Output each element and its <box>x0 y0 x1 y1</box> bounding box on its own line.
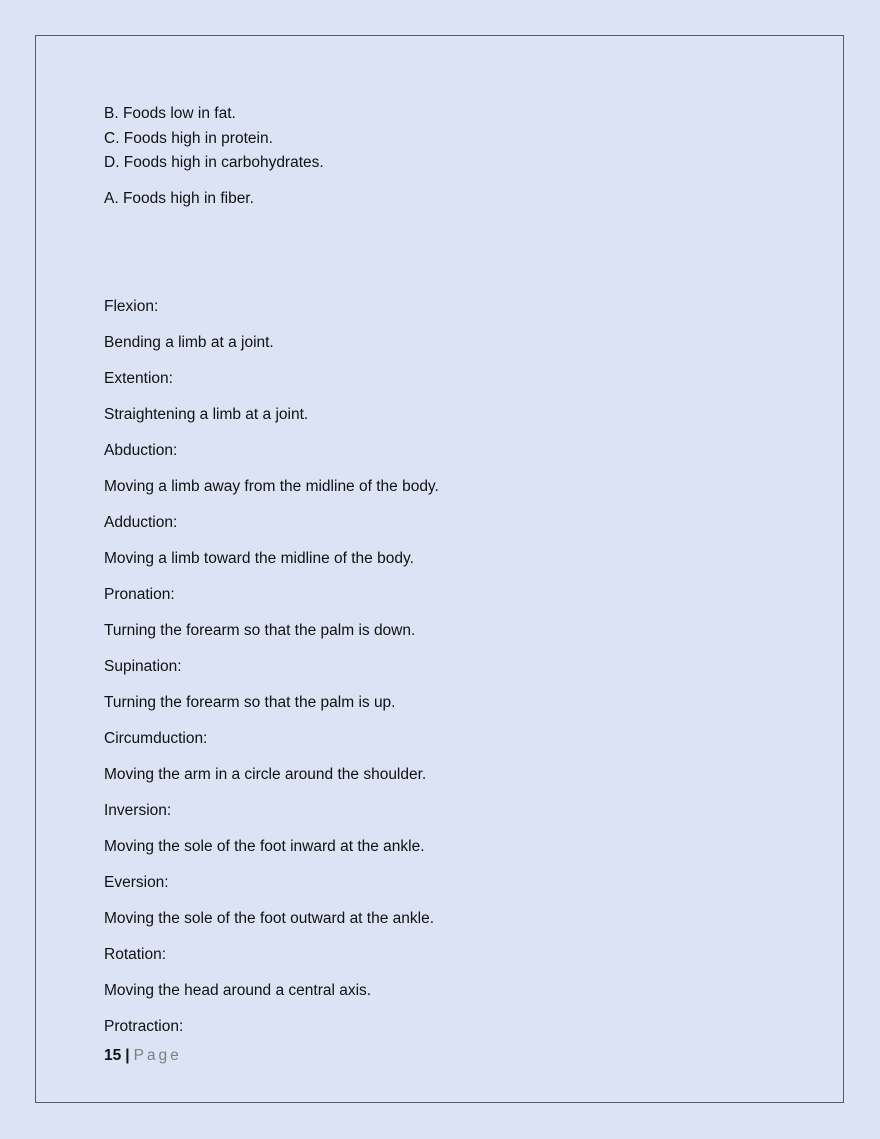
term-definition-abduction: Moving a limb away from the midline of the body. <box>104 478 439 495</box>
term-definition-adduction: Moving a limb toward the midline of the body. <box>104 550 414 567</box>
term-heading-inversion: Inversion: <box>104 802 172 819</box>
term-heading-pronation: Pronation: <box>104 586 175 603</box>
page-number: 15 <box>104 1047 122 1064</box>
term-definition-pronation: Turning the forearm so that the palm is down. <box>104 622 416 639</box>
page-footer <box>104 1045 182 1067</box>
terms-list <box>104 294 804 1050</box>
term-definition-eversion: Moving the sole of the foot outward at the ankle. <box>104 910 435 927</box>
footer-separator: | <box>125 1047 130 1064</box>
term-heading-flexion: Flexion: <box>104 298 159 315</box>
term-heading-eversion: Eversion: <box>104 874 169 891</box>
term-definition-extention: Straightening a limb at a joint. <box>104 406 309 423</box>
term-heading-rotation: Rotation: <box>104 946 167 963</box>
option-b: B. Foods low in fat. <box>104 105 236 122</box>
term-definition-flexion: Bending a limb at a joint. <box>104 334 274 351</box>
term-definition-inversion: Moving the sole of the foot inward at the ankle. <box>104 838 425 855</box>
term-definition-circumduction: Moving the arm in a circle around the shoulder. <box>104 766 427 783</box>
option-c: C. Foods high in protein. <box>104 129 273 147</box>
question-block <box>104 102 804 211</box>
term-heading-circumduction: Circumduction: <box>104 730 208 747</box>
term-heading-extention: Extention: <box>104 370 173 387</box>
term-heading-abduction: Abduction: <box>104 442 178 459</box>
term-heading-protraction: Protraction: <box>104 1018 184 1035</box>
term-definition-supination: Turning the forearm so that the palm is up. <box>104 694 396 711</box>
term-definition-rotation: Moving the head around a central axis. <box>104 982 372 999</box>
page-label: Page <box>133 1047 182 1064</box>
term-heading-adduction: Adduction: <box>104 514 178 531</box>
term-heading-supination: Supination: <box>104 658 182 675</box>
option-d: D. Foods high in carbohydrates. <box>104 154 324 171</box>
answer-line: A. Foods high in fiber. <box>104 189 254 207</box>
